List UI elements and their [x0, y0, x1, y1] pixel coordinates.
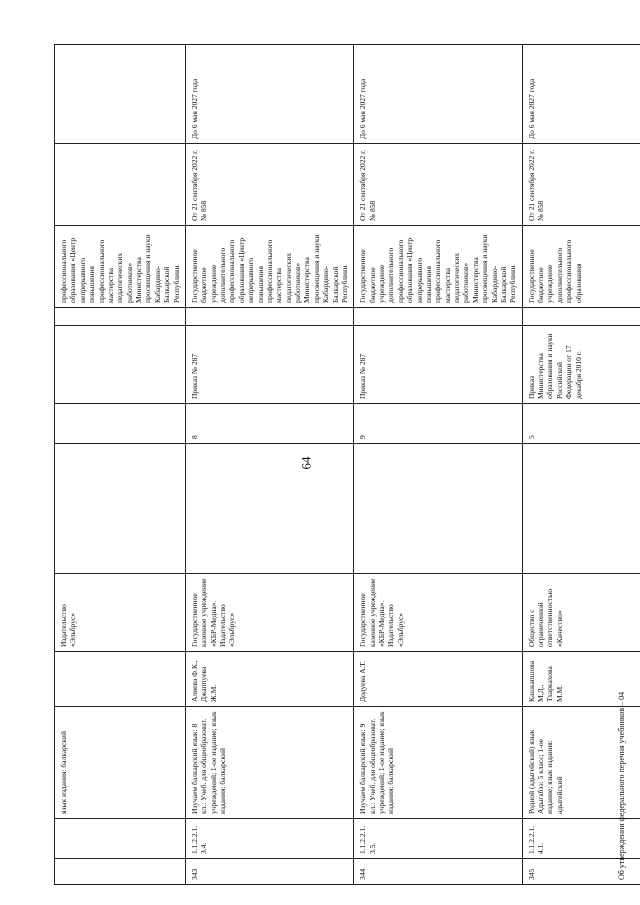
table-cell: [55, 859, 186, 885]
table-row: [354, 45, 522, 885]
table-cell: 1.1.2.2.1.4.1.: [522, 819, 640, 859]
table-cell: Изучаем балкарский язык: 9 кл.: Учеб. для общеобразоват. учреждений; 1-ое издание; язык издания: балкарский: [354, 707, 522, 819]
table-row: [55, 45, 186, 885]
table-cell: [55, 819, 186, 859]
table-cell: От 21 сентября 2022 г. № 858: [522, 144, 640, 226]
textbook-table: [54, 45, 583, 885]
table-cell: [354, 308, 522, 326]
table-cell: [55, 444, 186, 574]
table-cell: От 21 сентября 2022 г. № 858: [185, 144, 353, 226]
table-cell: Приказ № 287: [354, 326, 522, 404]
table-cell: До 6 мая 2027 года: [185, 45, 353, 144]
table-cell: 345: [522, 859, 640, 885]
table-cell: Государственное бюджетное учреждение дополнительного профессионального образования «Центр непрерывного повышения профессионального мастерства педагогических работников» Министерства просвещения и науки Кабардино-Балкарской Республики: [185, 226, 353, 308]
table-cell: Государственное казенное учреждение «КБР-Медиа». Издательство «Эльбрус»: [185, 574, 353, 652]
table-cell: [522, 444, 640, 574]
table-cell: Додуева А.Т.: [354, 652, 522, 707]
table-cell: [55, 404, 186, 444]
table-cell: [522, 308, 640, 326]
table-cell: До 6 мая 2027 года: [354, 45, 522, 144]
table-cell: Общество с ограниченной ответственностью «Качество»: [522, 574, 640, 652]
table-cell: Приказ Министерства образования и науки Российской Федерации от 17 декабря 2010 г.: [522, 326, 640, 404]
table-cell: Родной (адыгейский) язык Адыгабзэ: 5 класс; 1-ое издание; язык издания: адыгейский: [522, 707, 640, 819]
table-cell: [55, 308, 186, 326]
table-cell: [55, 45, 186, 144]
table-cell: язык издания: балкарский: [55, 707, 186, 819]
table-cell: 8: [185, 404, 353, 444]
table-cell: От 21 сентября 2022 г. № 858: [354, 144, 522, 226]
table-cell: [185, 308, 353, 326]
table-cell: [185, 444, 353, 574]
table-cell: 343: [185, 859, 353, 885]
table-cell: Алиева Ф.К., Джаппуева Ж.М.: [185, 652, 353, 707]
table-cell: 5: [522, 404, 640, 444]
table-cell: 344: [354, 859, 522, 885]
table-cell: Кашкапшова М.Д., Тхаркахова М.М.: [522, 652, 640, 707]
table-cell: [55, 144, 186, 226]
table-cell: Издательство «Эльбрус»: [55, 574, 186, 652]
table-cell: Изучаем балкарский язык: 8 кл.: Учеб. для общеобразоват. учреждений; 1-ое издание; язык издания: балкарский: [185, 707, 353, 819]
table-cell: 1.1.2.2.1.3.4.: [185, 819, 353, 859]
table-cell: Государственное бюджетное учреждение дополнительного профессионального образования «Центр непрерывного повышения профессионального мастерства педагогических работников» Министерства просвещения и науки Кабардино-Балкарской Республики: [354, 226, 522, 308]
page-number: 64: [298, 456, 314, 470]
table-cell: профессионального образования «Центр непрерывного повышения профессионального мастерства педагогических работников» Министерства просвещения и науки Кабардино-Балкарской Республики: [55, 226, 186, 308]
table-row: [185, 45, 353, 885]
table-cell: [55, 326, 186, 404]
table-cell: До 6 мая 2027 года: [522, 45, 640, 144]
table-cell: 9: [354, 404, 522, 444]
footer-note: Об утверждении федерального перечня учебников – 04: [617, 691, 626, 880]
table-cell: 1.1.2.2.1.3.5.: [354, 819, 522, 859]
table-cell: Приказ № 287: [185, 326, 353, 404]
table-cell: Государственное бюджетное учреждение дополнительного профессионального образования: [522, 226, 640, 308]
table-cell: [354, 444, 522, 574]
table-cell: [55, 652, 186, 707]
table-cell: Государственное казенное учреждение «КБР-Медиа». Издательство «Эльбрус»: [354, 574, 522, 652]
